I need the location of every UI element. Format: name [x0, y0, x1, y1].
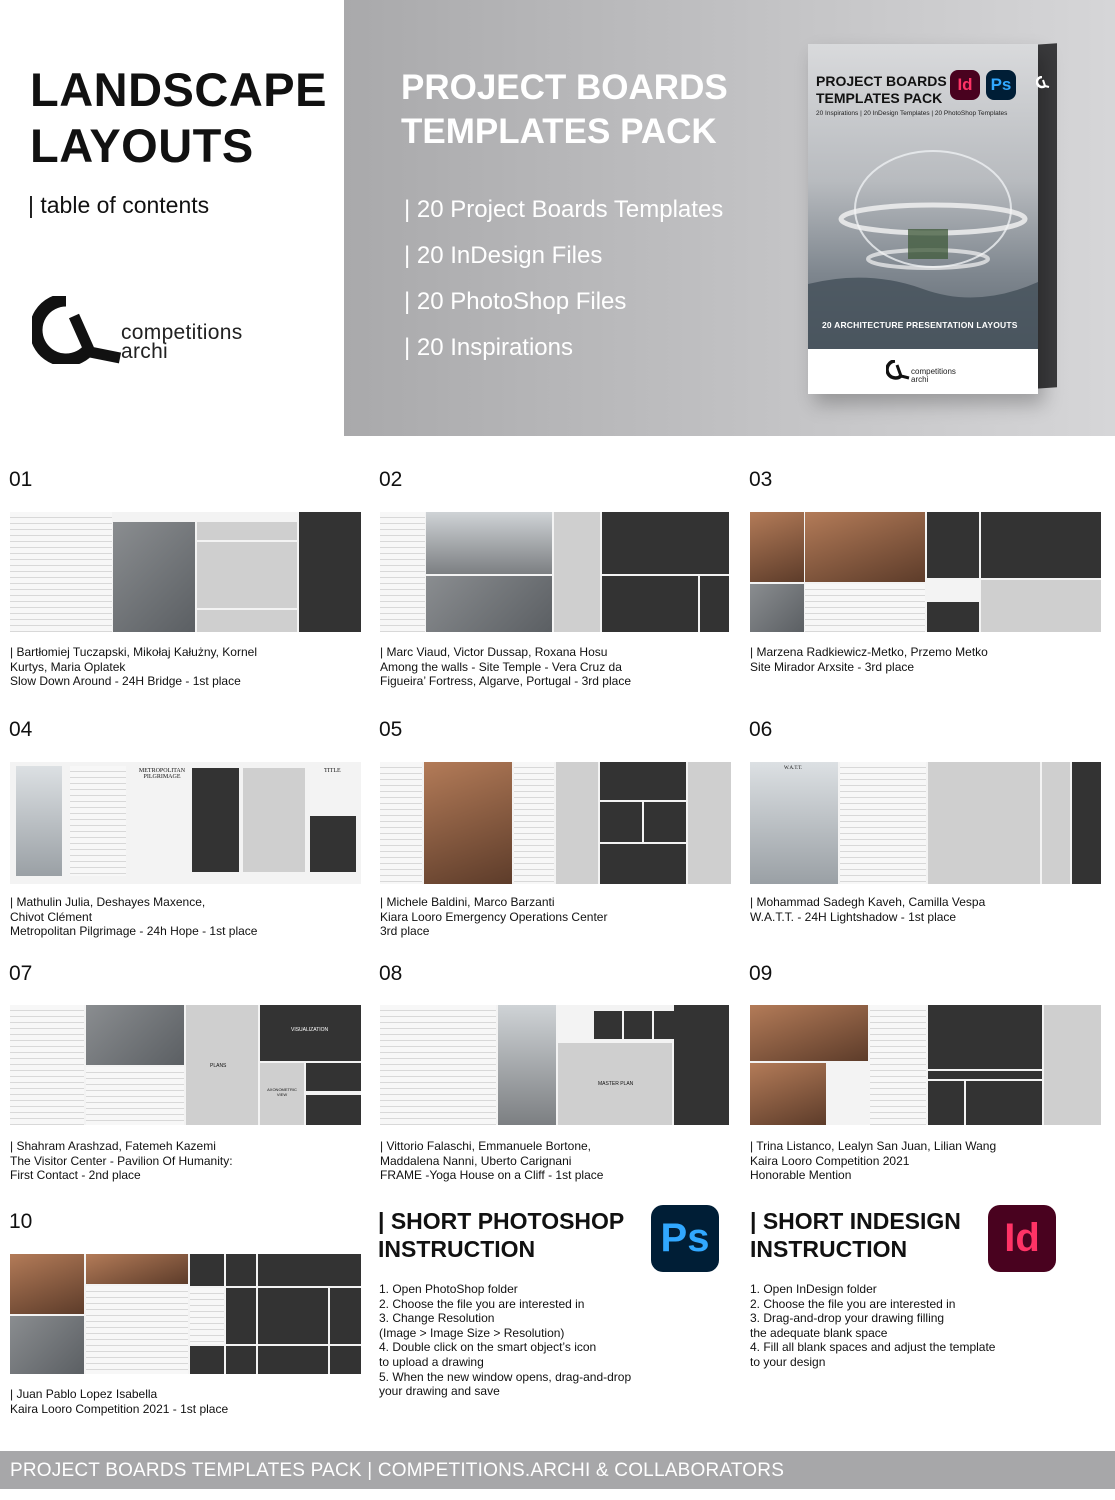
board-render	[750, 512, 804, 582]
board-block	[600, 844, 686, 884]
board-block	[190, 1346, 224, 1374]
board-drawing	[514, 762, 554, 884]
board-heading: METROPOLITAN PILGRIMAGE	[138, 768, 186, 780]
board-block	[981, 512, 1101, 578]
board-render	[16, 766, 62, 876]
board-drawing	[870, 1005, 926, 1125]
entry-number: 02	[379, 468, 403, 491]
board-block	[260, 1005, 361, 1061]
board-block	[192, 768, 239, 872]
board-block	[330, 1346, 361, 1374]
indesign-instruction-title: | SHORT INDESIGN INSTRUCTION	[750, 1208, 961, 1262]
board-render	[10, 1316, 84, 1374]
board-block	[197, 542, 297, 608]
entry-number: 04	[9, 718, 33, 741]
box-logo-wordmark: competitions archi	[911, 367, 956, 384]
entry-caption: | Vittorio Falaschi, Emmanuele Bortone, Maddalena Nanni, Uberto Carignani FRAME -Yoga House on a Cliff - 1st place	[380, 1139, 604, 1183]
pack-title: PROJECT BOARDS TEMPLATES PACK	[401, 68, 728, 151]
board-block	[330, 1288, 361, 1344]
board-render	[426, 512, 552, 574]
entry-number: 09	[749, 962, 773, 985]
box-logo-icon	[886, 360, 910, 380]
board-thumbnail-10[interactable]	[10, 1254, 361, 1374]
board-label: VISUALIZATION	[291, 1027, 329, 1033]
board-thumbnail-06[interactable]	[750, 762, 1101, 884]
board-render	[424, 762, 512, 884]
feature-item: | 20 Inspirations	[404, 334, 573, 361]
board-drawing	[840, 762, 926, 884]
indesign-icon: Id	[988, 1205, 1056, 1272]
board-block	[928, 1081, 964, 1125]
board-render	[750, 584, 804, 632]
photoshop-steps	[379, 1282, 631, 1399]
entry-caption: | Mathulin Julia, Deshayes Maxence, Chivot Clément Metropolitan Pilgrimage - 24h Hope - 1st place	[10, 895, 258, 939]
board-heading: TITLE	[324, 768, 341, 774]
photoshop-icon: Ps	[986, 70, 1016, 100]
competitions-archi-logo-icon	[32, 296, 122, 364]
board-block	[688, 762, 731, 884]
entry-caption: | Juan Pablo Lopez Isabella Kaira Looro Competition 2021 - 1st place	[10, 1387, 229, 1416]
board-block	[594, 1011, 622, 1039]
board-render	[750, 1005, 868, 1061]
box-subtitle: 20 Inspirations | 20 InDesign Templates | 20 PhotoShop Templates	[816, 110, 1008, 117]
board-render	[86, 1005, 184, 1065]
entry-number: 05	[379, 718, 403, 741]
board-block	[928, 1005, 1042, 1069]
board-thumbnail-09[interactable]	[750, 1005, 1101, 1125]
board-block	[644, 802, 686, 842]
entry-number: 06	[749, 718, 773, 741]
board-block	[306, 1095, 361, 1125]
board-render	[805, 512, 925, 582]
feature-item: | 20 Project Boards Templates	[404, 196, 724, 223]
instruction-step: 5. When the new window opens, drag-and-drop your drawing and save	[379, 1369, 632, 1399]
board-block	[243, 768, 305, 872]
product-box-side	[1035, 43, 1057, 389]
entry-caption: | Marc Viaud, Victor Dussap, Roxana Hosu Among the walls - Site Temple - Vera Cruz da Figueira’ Fortress, Algarve, Portugal - 3rd place	[380, 645, 631, 689]
board-block	[197, 610, 297, 632]
feature-item: | 20 InDesign Files	[404, 242, 603, 269]
board-block	[258, 1254, 361, 1286]
board-block	[600, 802, 642, 842]
instruction-step: 3. Change Resolution (Image > Image Size > Resolution)	[379, 1311, 565, 1340]
board-render	[86, 1254, 188, 1284]
board-block	[258, 1288, 328, 1344]
board-block	[226, 1346, 256, 1374]
instruction-step: 3. Drag-and-drop your drawing filling the adequate blank space	[750, 1311, 945, 1340]
entry-caption: | Michele Baldini, Marco Barzanti Kiara Looro Emergency Operations Center 3rd place	[380, 895, 608, 939]
board-drawing	[190, 1288, 224, 1344]
board-render	[113, 522, 195, 632]
page-subtitle: | table of contents	[28, 192, 210, 218]
board-label: AXONOMETRIC VIEW	[267, 1087, 297, 1097]
board-render	[750, 762, 838, 884]
board-thumbnail-05[interactable]	[380, 762, 731, 884]
instruction-step: 4. Fill all blank spaces and adjust the template to your design	[750, 1340, 996, 1369]
board-label: PLANS	[210, 1063, 227, 1069]
board-block	[190, 1254, 224, 1286]
board-block	[600, 762, 686, 800]
board-block	[928, 762, 1040, 884]
board-block	[306, 1063, 361, 1091]
board-block	[197, 522, 297, 540]
board-block	[299, 512, 361, 632]
entry-number: 03	[749, 468, 773, 491]
board-render	[750, 1063, 826, 1125]
box-tagline: 20 ARCHITECTURE PRESENTATION LAYOUTS	[822, 320, 1018, 330]
entry-caption: | Shahram Arashzad, Fatemeh Kazemi The Visitor Center - Pavilion Of Humanity: First Contact - 2nd place	[10, 1139, 233, 1183]
board-label: MASTER PLAN	[598, 1081, 634, 1087]
board-thumbnail-02[interactable]	[380, 512, 729, 632]
board-render	[498, 1005, 556, 1125]
board-block	[1042, 762, 1070, 884]
page-title: LANDSCAPE LAYOUTS	[30, 63, 327, 172]
box-title: PROJECT BOARDS TEMPLATES PACK	[816, 73, 947, 106]
board-drawing	[86, 1067, 184, 1125]
entry-caption: | Marzena Radkiewicz-Metko, Przemo Metko Site Mirador Arxsite - 3rd place	[750, 645, 988, 674]
board-thumbnail-08[interactable]	[380, 1005, 729, 1125]
logo-wordmark: competitions archi	[121, 321, 243, 363]
board-drawing	[380, 762, 422, 884]
board-block	[1072, 762, 1101, 884]
entry-caption: | Bartłomiej Tuczapski, Mikołaj Kałużny, Kornel Kurtys, Maria Oplatek Slow Down Around - 24H Bridge - 1st place	[10, 645, 257, 689]
board-drawing	[10, 512, 112, 632]
board-block	[674, 1005, 729, 1125]
entry-caption: | Mohammad Sadegh Kaveh, Camilla Vespa W.A.T.T. - 24H Lightshadow - 1st place	[750, 895, 986, 924]
indesign-steps	[750, 1282, 995, 1370]
entry-caption: | Trina Listanco, Lealyn San Juan, Lilian Wang Kaira Looro Competition 2021 Honorable Mention	[750, 1139, 997, 1183]
board-thumbnail-01[interactable]	[10, 512, 361, 632]
board-block	[554, 512, 600, 632]
board-block	[1044, 1005, 1101, 1125]
entry-number: 10	[9, 1210, 33, 1233]
board-block	[602, 576, 698, 632]
board-drawing	[10, 1005, 84, 1125]
board-block	[602, 512, 729, 574]
board-block	[226, 1288, 256, 1344]
board-block	[556, 762, 598, 884]
board-drawing	[805, 584, 925, 632]
board-block	[927, 602, 979, 632]
instruction-step: 1. Open PhotoShop folder	[379, 1282, 518, 1296]
board-block	[928, 1071, 1042, 1079]
board-drawing	[380, 1005, 496, 1125]
instruction-step: 4. Double click on the smart object’s icon to upload a drawing	[379, 1340, 597, 1369]
board-block	[966, 1081, 1042, 1125]
indesign-icon: Id	[950, 70, 980, 100]
entry-number: 07	[9, 962, 33, 985]
board-render	[10, 1254, 84, 1314]
board-thumbnail-04[interactable]	[10, 762, 361, 884]
board-drawing	[86, 1286, 188, 1374]
board-thumbnail-03[interactable]	[750, 512, 1101, 632]
instruction-step: 2. Choose the file you are interested in	[750, 1296, 956, 1311]
entry-number: 01	[9, 468, 33, 491]
entry-number: 08	[379, 962, 403, 985]
footer-text: PROJECT BOARDS TEMPLATES PACK | COMPETITIONS.ARCHI & COLLABORATORS	[10, 1460, 785, 1481]
instruction-step: 2. Choose the file you are interested in	[379, 1296, 585, 1311]
board-block	[624, 1011, 652, 1039]
board-block	[981, 580, 1101, 632]
board-block	[700, 576, 729, 632]
board-thumbnail-07[interactable]	[10, 1005, 361, 1125]
board-block	[927, 512, 979, 578]
board-block	[310, 816, 356, 872]
board-drawing	[70, 766, 126, 876]
photoshop-icon: Ps	[651, 1205, 719, 1272]
feature-item: | 20 PhotoShop Files	[404, 288, 627, 315]
board-block	[258, 1346, 328, 1374]
board-drawing	[380, 512, 425, 632]
board-heading: W.A.T.T.	[784, 766, 803, 771]
instruction-step: 1. Open InDesign folder	[750, 1282, 877, 1296]
photoshop-instruction-title: | SHORT PHOTOSHOP INSTRUCTION	[378, 1208, 625, 1262]
board-block	[226, 1254, 256, 1286]
box-side-logo-icon	[1036, 76, 1050, 90]
board-render	[426, 576, 552, 632]
